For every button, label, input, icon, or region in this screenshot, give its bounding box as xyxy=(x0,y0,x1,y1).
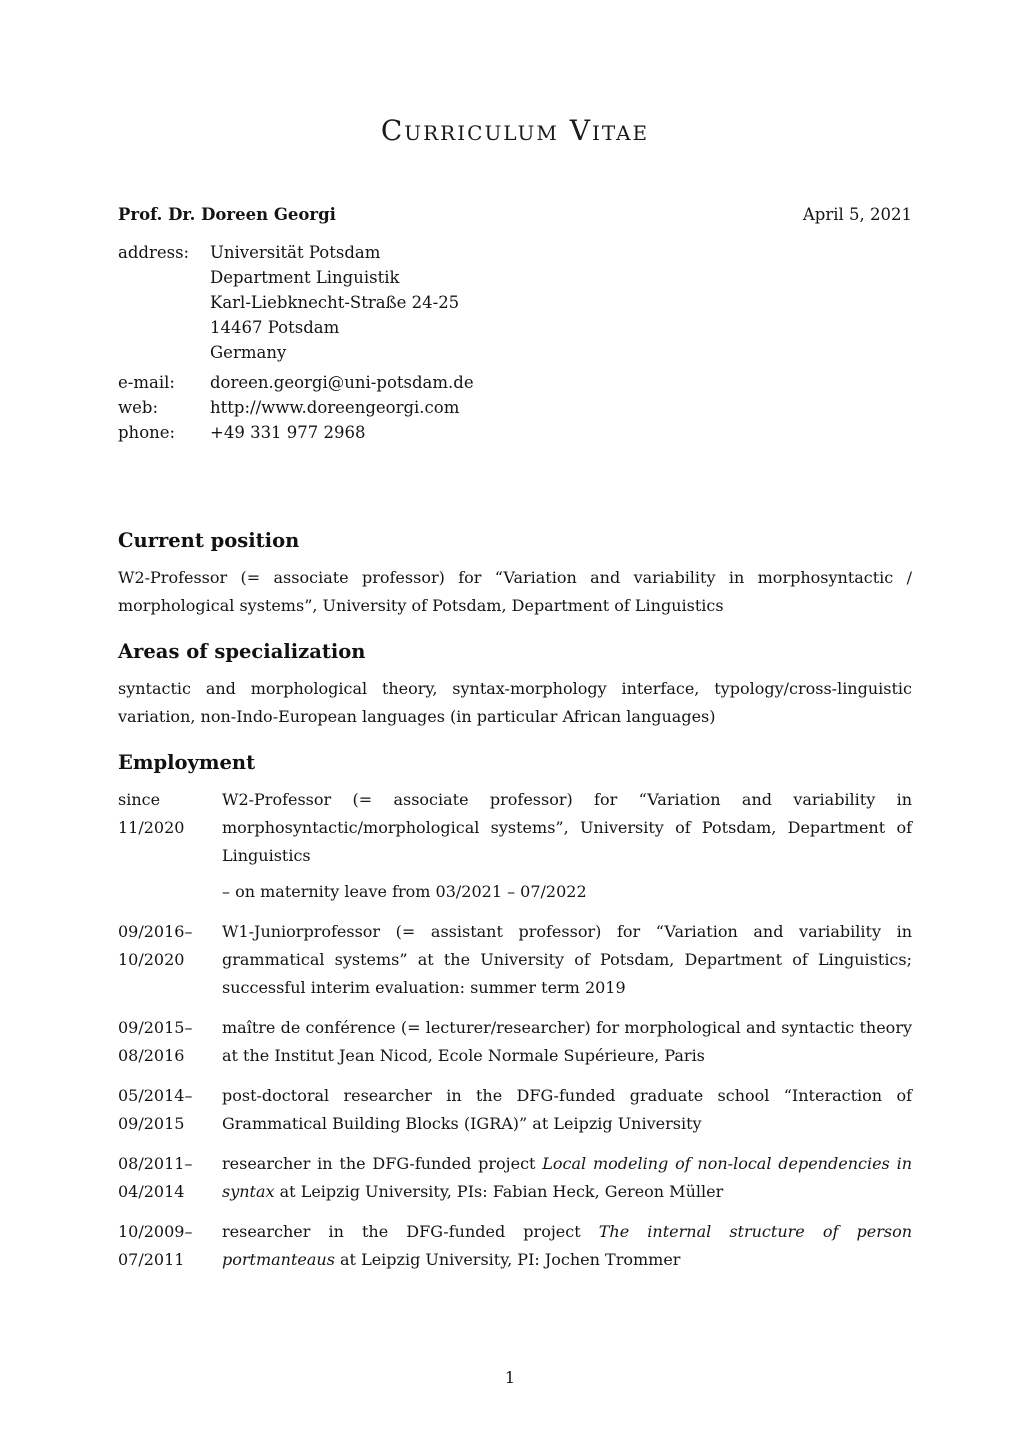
address-line: Department Linguistik xyxy=(210,268,400,287)
employment-entry xyxy=(118,786,912,906)
contact-label-email: e-mail: xyxy=(118,373,175,392)
section-heading-areas-of-specialization: Areas of specialization xyxy=(118,640,366,663)
employment-period xyxy=(118,1218,222,1274)
contact-row-address xyxy=(118,240,912,365)
employment-period xyxy=(118,1014,222,1070)
employment-text xyxy=(222,1082,912,1138)
project-title-italic: The internal structure of person portmanteaus xyxy=(222,1222,912,1269)
contact-row-email xyxy=(118,370,912,395)
text-segment: post-doctoral researcher in the DFG-funded graduate school “Interaction of Grammatical Building Blocks (IGRA)” at Leipzig University xyxy=(222,1086,912,1133)
contact-row-web xyxy=(118,395,912,420)
employment-description xyxy=(222,1014,912,1070)
employment-period xyxy=(118,786,222,906)
contact-phone-value: +49 331 977 2968 xyxy=(210,423,366,442)
period-line: 05/2014– xyxy=(118,1086,193,1105)
text-segment: W1-Juniorprofessor (= assistant professor) for “Variation and variability in grammatical systems” at the University of Potsdam, Department of Linguistics; successful interim evaluation: summer term 2019 xyxy=(222,922,912,997)
employment-entry xyxy=(118,1082,912,1138)
current-position-text: W2-Professor (= associate professor) for “Variation and variability in morphosyntactic / morphological systems”, University of Potsdam, Department of Linguistics xyxy=(118,568,912,615)
text-segment: at Leipzig University, PI: Jochen Trommer xyxy=(334,1250,681,1269)
employment-text xyxy=(222,1150,912,1206)
contact-address-value xyxy=(210,240,912,365)
address-line: Karl-Liebknecht-Straße 24-25 xyxy=(210,293,460,312)
contact-row-phone xyxy=(118,420,912,445)
period-line: 08/2011– xyxy=(118,1154,193,1173)
employment-period xyxy=(118,1150,222,1206)
employment-text xyxy=(222,918,912,1002)
address-line: Germany xyxy=(210,343,287,362)
address-line: Universität Potsdam xyxy=(210,243,381,262)
contact-web-value: http://www.doreengeorgi.com xyxy=(210,398,460,417)
period-line: 10/2020 xyxy=(118,950,185,969)
employment-description xyxy=(222,1150,912,1206)
period-line: 09/2015 xyxy=(118,1114,185,1133)
employment-description xyxy=(222,786,912,906)
text-segment: at Leipzig University, PIs: Fabian Heck, Gereon Müller xyxy=(274,1182,724,1201)
employment-description xyxy=(222,918,912,1002)
page-title: Curriculum Vitae xyxy=(380,114,650,147)
text-segment: W2-Professor (= associate professor) for “Variation and variability in morphosyntactic/morphological systems”, University of Potsdam, Department of Linguistics xyxy=(222,790,912,865)
employment-period xyxy=(118,1082,222,1138)
page-number: 1 xyxy=(504,1368,516,1387)
maternity-leave-note: – on maternity leave from 03/2021 – 07/2022 xyxy=(222,882,587,901)
employment-entry xyxy=(118,918,912,1002)
employment-text xyxy=(222,1014,912,1070)
employment-entry xyxy=(118,1218,912,1274)
text-segment: researcher in the DFG-funded project xyxy=(222,1222,599,1241)
employment-text xyxy=(222,786,912,870)
period-line: 04/2014 xyxy=(118,1182,185,1201)
employment-entry xyxy=(118,1150,912,1206)
period-line: 11/2020 xyxy=(118,818,185,837)
employment-description xyxy=(222,1218,912,1274)
author-name: Prof. Dr. Doreen Georgi xyxy=(118,205,336,224)
employment-text xyxy=(222,1218,912,1274)
contact-label-web: web: xyxy=(118,398,159,417)
period-line: 08/2016 xyxy=(118,1046,185,1065)
contact-email-value: doreen.georgi@uni-potsdam.de xyxy=(210,373,474,392)
employment-entries xyxy=(118,786,912,1274)
section-heading-employment: Employment xyxy=(118,751,256,774)
section-heading-current-position: Current position xyxy=(118,529,300,552)
period-line: 09/2015– xyxy=(118,1018,193,1037)
text-segment: maître de conférence (= lecturer/researcher) for morphological and syntactic theory at the Institut Jean Nicod, Ecole Normale Supérieure, Paris xyxy=(222,1018,912,1065)
project-title-italic: Local modeling of non-local dependencies in syntax xyxy=(222,1154,912,1201)
contact-block xyxy=(118,240,912,445)
document-date: April 5, 2021 xyxy=(802,205,912,224)
header-row xyxy=(118,205,912,224)
employment-entry xyxy=(118,1014,912,1070)
contact-label-address: address: xyxy=(118,243,190,262)
text-segment: researcher in the DFG-funded project xyxy=(222,1154,543,1173)
contact-label-phone: phone: xyxy=(118,423,176,442)
period-line: since xyxy=(118,790,161,809)
period-line: 09/2016– xyxy=(118,922,193,941)
period-line: 10/2009– xyxy=(118,1222,193,1241)
period-line: 07/2011 xyxy=(118,1250,185,1269)
employment-description xyxy=(222,1082,912,1138)
areas-of-specialization-text: syntactic and morphological theory, syntax-morphology interface, typology/cross-linguistic variation, non-Indo-European languages (in particular African languages) xyxy=(118,679,912,726)
employment-period xyxy=(118,918,222,1002)
address-line: 14467 Potsdam xyxy=(210,318,340,337)
